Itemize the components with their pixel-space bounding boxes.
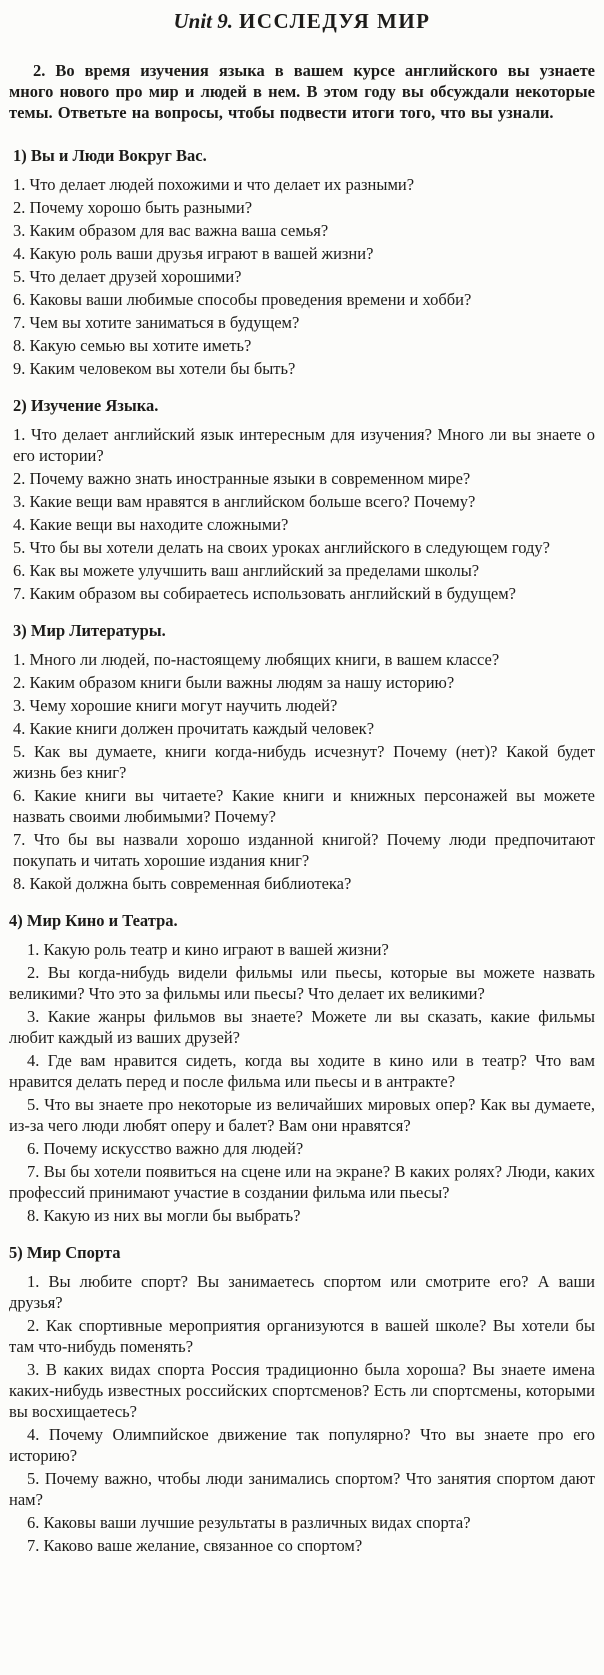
intro-paragraph: 2. Во время изучения языка в вашем курсе английского вы узнаете много нового про мир и людей в нем. В этом году вы обсуждали некоторые темы. Ответьте на вопросы, чтобы подвести итоги того, что вы узнали.	[9, 61, 595, 122]
question-item: 7. Каково ваше желание, связанное со спортом?	[27, 1536, 363, 1555]
page-title	[9, 8, 595, 34]
question-item: 4. Какие книги должен прочитать каждый человек?	[13, 719, 375, 738]
section-heading: 2) Изучение Языка.	[13, 396, 159, 415]
question-item: 1. Что делает людей похожими и что делает их разными?	[13, 175, 415, 194]
section-heading: 5) Мир Спорта	[9, 1243, 121, 1262]
question-item: 7. Чем вы хотите заниматься в будущем?	[13, 313, 300, 332]
question-item: 1. Что делает английский язык интересным для изучения? Много ли вы знаете о его истории?	[13, 425, 595, 465]
question-item: 1. Вы любите спорт? Вы занимаетесь спортом или смотрите его? А ваши друзья?	[9, 1272, 595, 1312]
question-item: 3. Какие жанры фильмов вы знаете? Можете ли вы сказать, какие фильмы любит каждый из ваших друзей?	[9, 1007, 595, 1047]
question-item: 8. Какой должна быть современная библиотека?	[13, 874, 352, 893]
question-item: 7. Что бы вы назвали хорошо изданной книгой? Почему люди предпочитают покупать и читать хорошие издания книг?	[13, 830, 595, 870]
section-heading: 3) Мир Литературы.	[13, 621, 166, 640]
question-item: 6. Как вы можете улучшить ваш английский за пределами школы?	[13, 561, 480, 580]
question-section	[9, 395, 595, 604]
question-section	[9, 620, 595, 894]
question-item: 6. Какие книги вы читаете? Какие книги и книжных персонажей вы можете назвать своими любимыми? Почему?	[13, 786, 595, 826]
question-item: 4. Где вам нравится сидеть, когда вы ходите в кино или в театр? Что вам нравится делать перед и после фильма или пьесы и в антракте?	[9, 1051, 595, 1091]
question-item: 5. Как вы думаете, книги когда-нибудь исчезнут? Почему (нет)? Какой будет жизнь без книг?	[13, 742, 595, 782]
question-item: 5. Почему важно, чтобы люди занимались спортом? Что занятия спортом дают нам?	[9, 1469, 595, 1509]
question-item: 7. Вы бы хотели появиться на сцене или на экране? В каких ролях? Люди, каких профессий принимают участие в создании фильма или пьесы?	[9, 1162, 595, 1202]
question-item: 5. Что вы знаете про некоторые из величайших мировых опер? Как вы думаете, из-за чего люди любят оперу и балет? Вам они нравятся?	[9, 1095, 595, 1135]
question-item: 3. В каких видах спорта Россия традиционно была хороша? Вы знаете имена каких-нибудь известных российских спортсменов? Есть ли спортсмены, которыми вы восхищаетесь?	[9, 1360, 595, 1421]
sections-container	[9, 145, 595, 1556]
question-section	[9, 1242, 595, 1556]
question-item: 2. Вы когда-нибудь видели фильмы или пьесы, которые вы можете назвать великими? Что это за фильмы или пьесы? Что делает их великими?	[9, 963, 595, 1003]
question-item: 1. Какую роль театр и кино играют в вашей жизни?	[27, 940, 389, 959]
question-item: 8. Какую из них вы могли бы выбрать?	[27, 1206, 301, 1225]
question-item: 2. Почему хорошо быть разными?	[13, 198, 253, 217]
question-item: 3. Чему хорошие книги могут научить людей?	[13, 696, 338, 715]
question-item: 5. Что бы вы хотели делать на своих уроках английского в следующем году?	[13, 538, 550, 557]
question-item: 4. Какие вещи вы находите сложными?	[13, 515, 289, 534]
question-item: 6. Каковы ваши лучшие результаты в различных видах спорта?	[27, 1513, 471, 1532]
question-item: 5. Что делает друзей хорошими?	[13, 267, 242, 286]
question-item: 3. Каким образом для вас важна ваша семья?	[13, 221, 329, 240]
question-item: 4. Почему Олимпийское движение так популярно? Что вы знаете про его историю?	[9, 1425, 595, 1465]
unit-title-text: ИССЛЕДУЯ МИР	[239, 9, 431, 33]
question-item: 2. Каким образом книги были важны людям за нашу историю?	[13, 673, 455, 692]
question-item: 3. Какие вещи вам нравятся в английском больше всего? Почему?	[13, 492, 476, 511]
question-item: 7. Каким образом вы собираетесь использовать английский в будущем?	[13, 584, 516, 603]
question-item: 1. Много ли людей, по-настоящему любящих книги, в вашем классе?	[13, 650, 500, 669]
question-item: 6. Каковы ваши любимые способы проведения времени и хобби?	[13, 290, 472, 309]
question-item: 8. Какую семью вы хотите иметь?	[13, 336, 252, 355]
question-item: 2. Почему важно знать иностранные языки в современном мире?	[13, 469, 471, 488]
question-item: 4. Какую роль ваши друзья играют в вашей жизни?	[13, 244, 374, 263]
section-heading: 1) Вы и Люди Вокруг Вас.	[13, 146, 207, 165]
question-item: 2. Как спортивные мероприятия организуются в вашей школе? Вы хотели бы там что-нибудь поменять?	[9, 1316, 595, 1356]
unit-label: Unit 9.	[173, 9, 234, 33]
question-section	[9, 910, 595, 1226]
question-item: 6. Почему искусство важно для людей?	[27, 1139, 304, 1158]
question-section	[9, 145, 595, 379]
section-heading: 4) Мир Кино и Театра.	[9, 911, 178, 930]
question-item: 9. Каким человеком вы хотели бы быть?	[13, 359, 296, 378]
